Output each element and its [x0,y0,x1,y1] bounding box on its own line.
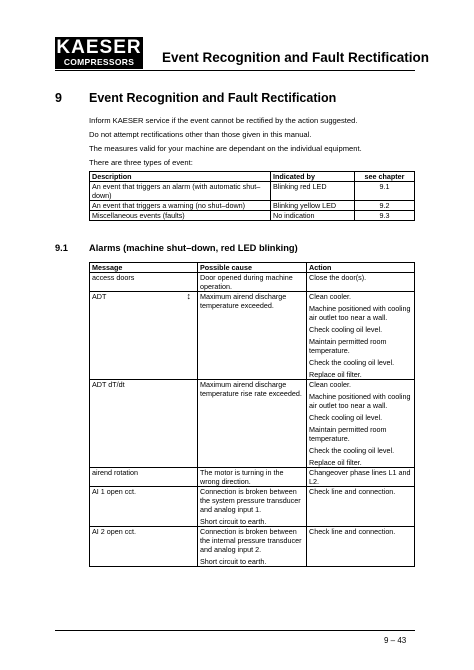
column-header: see chapter [355,172,415,182]
header-rule [55,70,415,71]
table-row [90,527,415,567]
alarm-message: ADT [92,292,107,301]
event-indicator: Blinking red LED [271,182,355,201]
action-line: Close the door(s). [309,273,367,282]
action-line: Check the cooling oil level. [309,446,395,455]
event-description: Miscellaneous events (faults) [90,211,271,221]
event-description: An event that triggers an alarm (with automatic shut–down) [90,182,271,201]
action-line: Maintain permitted room temperature. [309,425,387,443]
alarms-table [89,262,415,567]
alarm-cause [198,292,307,380]
running-header-title: Event Recognition and Fault Rectification [162,50,430,65]
action-line: Check line and connection. [309,527,396,536]
section-number: 9 [55,91,62,105]
cause-line: Short circuit to earth. [200,517,267,526]
alarm-message: ADT dT/dt [90,380,198,468]
alarm-cause [198,487,307,527]
alarm-message: AI 1 open cct. [90,487,198,527]
action-line: Replace oil filter. [309,370,362,379]
action-line: Machine positioned with cooling air outlet too near a wall. [309,392,411,410]
column-header: Indicated by [271,172,355,182]
table-row [90,487,415,527]
kaeser-logo [55,37,143,69]
action-line: Clean cooler. [309,292,351,301]
alarm-action [307,468,415,487]
event-chapter: 9.3 [355,211,415,221]
action-line: Check cooling oil level. [309,325,383,334]
alarm-cause [198,527,307,567]
column-header: Action [307,263,415,273]
action-line: Clean cooler. [309,380,351,389]
action-line: Machine positioned with cooling air outlet too near a wall. [309,304,411,322]
alarm-action [307,380,415,468]
intro-paragraph: Inform KAESER service if the event cannot be rectified by the action suggested. [89,116,358,125]
cause-line: Maximum airend discharge temperature rise rate exceeded. [200,380,302,398]
alarm-action [307,273,415,292]
table-row [90,380,415,468]
event-types-table [89,171,415,221]
column-header: Description [90,172,271,182]
column-header: Possible cause [198,263,307,273]
intro-paragraph: There are three types of event: [89,158,193,167]
up-down-arrow-icon: ↕ [186,291,191,301]
alarm-message: airend rotation [90,468,198,487]
logo-subtitle: COMPRESSORS [63,57,135,67]
action-line: Check the cooling oil level. [309,358,395,367]
event-description: An event that triggers a warning (no shut–down) [90,201,271,211]
table-header-row [90,172,415,182]
alarm-cause [198,468,307,487]
logo-brand: KAESER [56,37,142,58]
cause-line: Connection is broken between the system pressure transducer and analog input 1. [200,487,301,514]
table-row [90,468,415,487]
alarm-message: access doors [90,273,198,292]
event-chapter: 9.2 [355,201,415,211]
table-row [90,182,415,201]
event-indicator: No indication [271,211,355,221]
table-row [90,273,415,292]
action-line: Check cooling oil level. [309,413,383,422]
intro-paragraph: The measures valid for your machine are dependant on the individual equipment. [89,144,362,153]
alarm-cause [198,273,307,292]
cause-line: Connection is broken between the internal pressure transducer and analog input 2. [200,527,302,554]
column-header: Message [90,263,198,273]
table-header-row [90,263,415,273]
page-number: 9 – 43 [384,636,407,645]
action-line: Changeover phase lines L1 and L2. [309,468,411,486]
cause-line: Short circuit to earth. [200,557,267,566]
alarm-action [307,487,415,527]
alarm-message-cell [90,292,198,380]
cause-line: Door opened during machine operation. [200,273,293,291]
subsection-title: Alarms (machine shut–down, red LED blinking) [89,243,298,253]
table-row [90,292,415,380]
alarm-cause [198,380,307,468]
action-line: Check line and connection. [309,487,396,496]
action-line: Maintain permitted room temperature. [309,337,387,355]
intro-paragraph: Do not attempt rectifications other than those given in this manual. [89,130,312,139]
alarm-message: AI 2 open cct. [90,527,198,567]
event-indicator: Blinking yellow LED [271,201,355,211]
table-row [90,211,415,221]
table-row [90,201,415,211]
event-chapter: 9.1 [355,182,415,201]
alarm-action [307,527,415,567]
footer-rule [55,630,415,631]
alarm-action [307,292,415,380]
cause-line: The motor is turning in the wrong direction. [200,468,284,486]
section-title: Event Recognition and Fault Rectification [89,91,337,105]
subsection-number: 9.1 [55,243,68,253]
cause-line: Maximum airend discharge temperature exceeded. [200,292,287,310]
action-line: Replace oil filter. [309,458,362,467]
